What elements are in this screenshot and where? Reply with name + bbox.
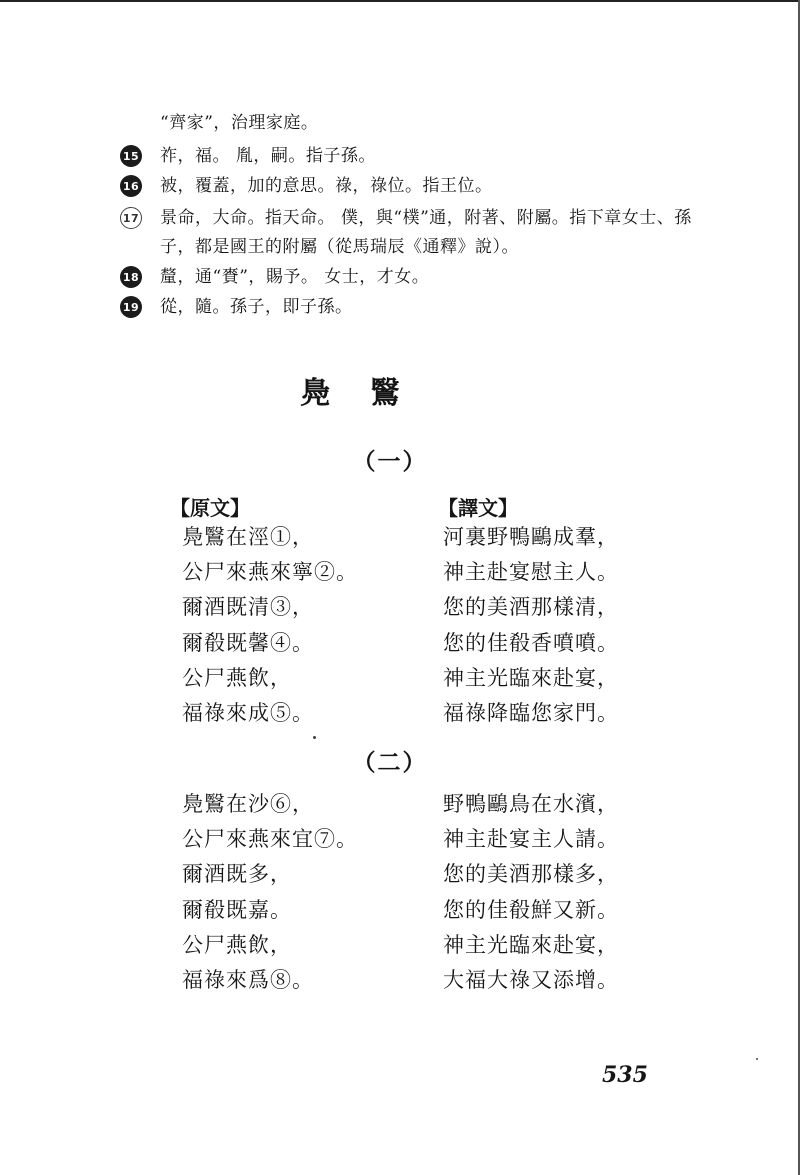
translation-line: 神主光臨來赴宴， bbox=[443, 932, 619, 957]
scan-speck bbox=[756, 1058, 758, 1060]
original-line: 爾殽既嘉。 bbox=[182, 897, 292, 922]
translation-line: 神主赴宴慰主人。 bbox=[443, 560, 619, 585]
note-number-15: 15 bbox=[120, 145, 142, 167]
original-line: 爾酒既多， bbox=[182, 862, 292, 887]
note-continuation: “齊家”，治理家庭。 bbox=[160, 113, 319, 133]
translation-line: 河裏野鴨鷗成羣， bbox=[443, 525, 619, 549]
note-text-17-continuation: 子，都是國王的附屬（從馬瑞辰《通釋》說）。 bbox=[160, 237, 519, 257]
translation-line: 大福大祿又添增。 bbox=[443, 967, 619, 992]
translation-line: 您的佳殽鮮又新。 bbox=[443, 897, 619, 922]
note-text-18: 釐，通“賚”，賜予。 女士，才女。 bbox=[160, 267, 430, 287]
original-line: 公尸來燕來寧②。 bbox=[182, 560, 358, 585]
note-text-16: 被，覆蓋，加的意思。祿，祿位。指王位。 bbox=[160, 176, 493, 196]
translation-heading: 【譯文】 bbox=[438, 496, 518, 520]
scan-speck bbox=[313, 736, 316, 739]
section-2-label: （二） bbox=[352, 749, 428, 776]
original-line: 鳧鷖在涇①， bbox=[182, 525, 314, 549]
translation-line: 您的美酒那樣清， bbox=[443, 595, 619, 620]
section-2-translation bbox=[443, 787, 619, 998]
section-2-original bbox=[182, 787, 358, 998]
translation-line: 您的美酒那樣多， bbox=[443, 862, 619, 887]
section-1-original bbox=[182, 520, 358, 731]
original-line: 公尸燕飲， bbox=[182, 932, 292, 957]
top-border-line bbox=[0, 0, 800, 2]
original-line: 鳧鷖在沙⑥， bbox=[182, 792, 314, 816]
original-heading: 【原文】 bbox=[170, 496, 250, 520]
note-text-15: 祚，福。 胤，嗣。指子孫。 bbox=[160, 146, 376, 166]
note-number-18: 18 bbox=[120, 266, 142, 288]
original-line: 公尸來燕來宜⑦。 bbox=[182, 827, 358, 852]
section-1-translation bbox=[443, 520, 619, 731]
translation-line: 野鴨鷗鳥在水濱， bbox=[443, 792, 619, 816]
translation-line: 福祿降臨您家門。 bbox=[443, 700, 619, 725]
translation-line: 您的佳殽香噴噴。 bbox=[443, 630, 619, 655]
original-line: 公尸燕飲， bbox=[182, 665, 292, 690]
original-line: 福祿來成⑤。 bbox=[182, 700, 314, 725]
page-number: 535 bbox=[602, 1062, 648, 1088]
note-number-17: 17 bbox=[120, 207, 142, 229]
original-line: 爾殽既馨④。 bbox=[182, 630, 314, 655]
note-number-19: 19 bbox=[120, 296, 142, 318]
poem-title: 鳧鷖 bbox=[300, 376, 440, 411]
note-number-16: 16 bbox=[120, 175, 142, 197]
section-1-label: （一） bbox=[352, 448, 428, 475]
translation-line: 神主光臨來赴宴， bbox=[443, 665, 619, 690]
original-line: 爾酒既清③， bbox=[182, 595, 314, 620]
original-line: 福祿來爲⑧。 bbox=[182, 967, 314, 992]
note-text-17: 景命，大命。指天命。 僕，與“樸”通，附著、附屬。指下章女士、孫 bbox=[160, 208, 692, 228]
note-text-19: 從，隨。孫子，即子孫。 bbox=[160, 297, 353, 317]
translation-line: 神主赴宴主人請。 bbox=[443, 827, 619, 852]
